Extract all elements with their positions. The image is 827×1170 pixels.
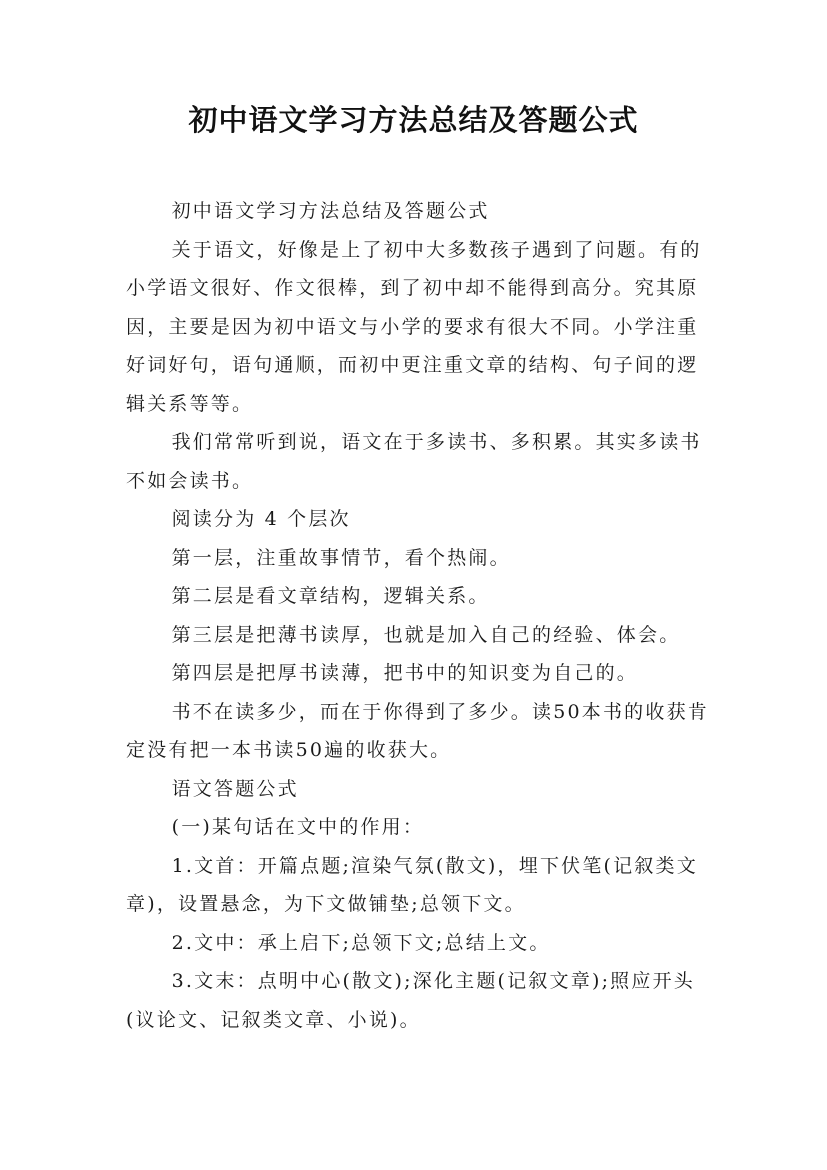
paragraph: 书不在读多少，而在于你得到了多少。读50本书的收获肯定没有把一本书读50遍的收获大。 — [126, 700, 709, 761]
paragraph: 2.文中：承上启下;总领下文;总结上文。 — [171, 931, 551, 954]
paragraph: 语文答题公式 — [171, 777, 299, 800]
paragraph: 阅读分为 4 个层次 — [171, 508, 351, 530]
paragraph: 第三层是把薄书读厚，也就是加入自己的经验、体会。 — [171, 623, 681, 646]
paragraph: 关于语文，好像是上了初中大多数孩子遇到了问题。有的小学语文很好、作文很棒，到了初中却不能得到高分。究其原因，主要是因为初中语文与小学的要求有很大不同。小学注重好词好句，语句通顺，而初中更注重文章的结构、句子间的逻辑关系等等。 — [126, 238, 702, 415]
paragraph: 第一层，注重故事情节，看个热闹。 — [171, 546, 511, 569]
paragraph: 1.文首：开篇点题;渲染气氛(散文)，埋下伏笔(记叙类文章)，设置悬念，为下文做铺垫;总领下文。 — [126, 854, 698, 915]
paragraph: 3.文末：点明中心(散文);深化主题(记叙文章);照应开头(议论文、记叙类文章、小说)。 — [126, 970, 695, 1031]
document-title: 初中语文学习方法总结及答题公式 — [188, 103, 639, 137]
document-body — [126, 192, 716, 1039]
paragraph: 我们常常听到说，语文在于多读书、多积累。其实多读书不如会读书。 — [126, 431, 702, 492]
paragraph: (一)某句话在文中的作用： — [171, 816, 425, 838]
paragraph: 初中语文学习方法总结及答题公式 — [171, 200, 490, 222]
paragraph: 第二层是看文章结构，逻辑关系。 — [171, 585, 490, 607]
paragraph: 第四层是把厚书读薄，把书中的知识变为自己的。 — [171, 662, 638, 684]
